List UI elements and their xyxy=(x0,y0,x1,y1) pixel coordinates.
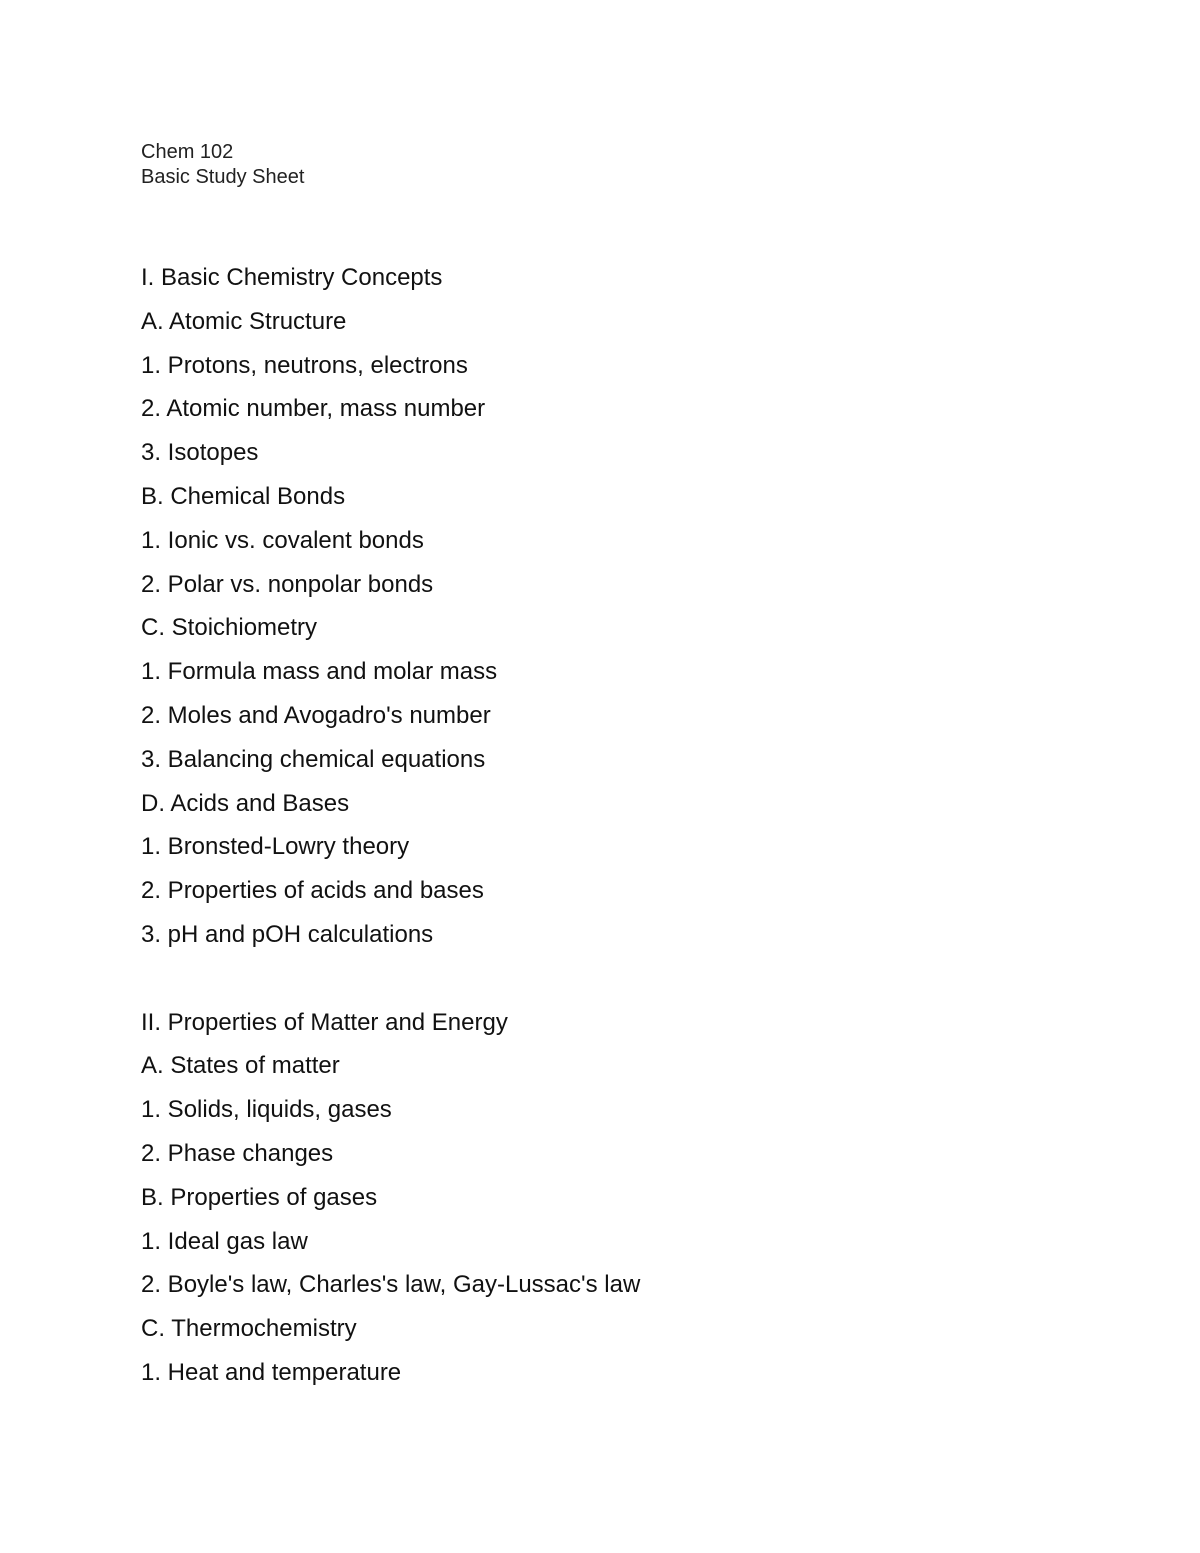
sheet-subtitle: Basic Study Sheet xyxy=(141,166,305,188)
outline-item: 2. Boyle's law, Charles's law, Gay-Lussac's law xyxy=(141,1271,641,1299)
outline-item: B. Chemical Bonds xyxy=(141,482,346,510)
outline-item: A. States of matter xyxy=(141,1052,340,1080)
outline-item: C. Stoichiometry xyxy=(141,614,318,642)
document-header xyxy=(141,140,304,190)
outline-item: 2. Phase changes xyxy=(141,1139,334,1167)
outline-item: 2. Properties of acids and bases xyxy=(141,877,484,905)
outline-item: 2. Polar vs. nonpolar bonds xyxy=(141,570,434,598)
outline-item: 3. Isotopes xyxy=(141,439,259,467)
outline-item: 3. pH and pOH calculations xyxy=(141,920,434,948)
outline-item: A. Atomic Structure xyxy=(141,307,347,335)
outline-item: 1. Heat and temperature xyxy=(141,1358,402,1386)
outline-item: C. Thermochemistry xyxy=(141,1315,357,1343)
outline-item: B. Properties of gases xyxy=(141,1183,378,1211)
course-title: Chem 102 xyxy=(141,141,234,163)
outline-item: 1. Ionic vs. covalent bonds xyxy=(141,526,424,554)
outline-item: 1. Solids, liquids, gases xyxy=(141,1096,392,1124)
outline-item: 2. Atomic number, mass number xyxy=(141,395,486,423)
study-outline xyxy=(141,256,640,1395)
section-heading: II. Properties of Matter and Energy xyxy=(141,1008,508,1036)
outline-item: D. Acids and Bases xyxy=(141,789,350,817)
section-heading: I. Basic Chemistry Concepts xyxy=(141,264,443,291)
outline-item: 1. Formula mass and molar mass xyxy=(141,658,498,686)
outline-item: 3. Balancing chemical equations xyxy=(141,745,486,773)
outline-item: 1. Bronsted-Lowry theory xyxy=(141,833,410,861)
outline-item: 1. Ideal gas law xyxy=(141,1227,308,1255)
outline-item: 1. Protons, neutrons, electrons xyxy=(141,351,468,379)
outline-item: 2. Moles and Avogadro's number xyxy=(141,701,491,729)
